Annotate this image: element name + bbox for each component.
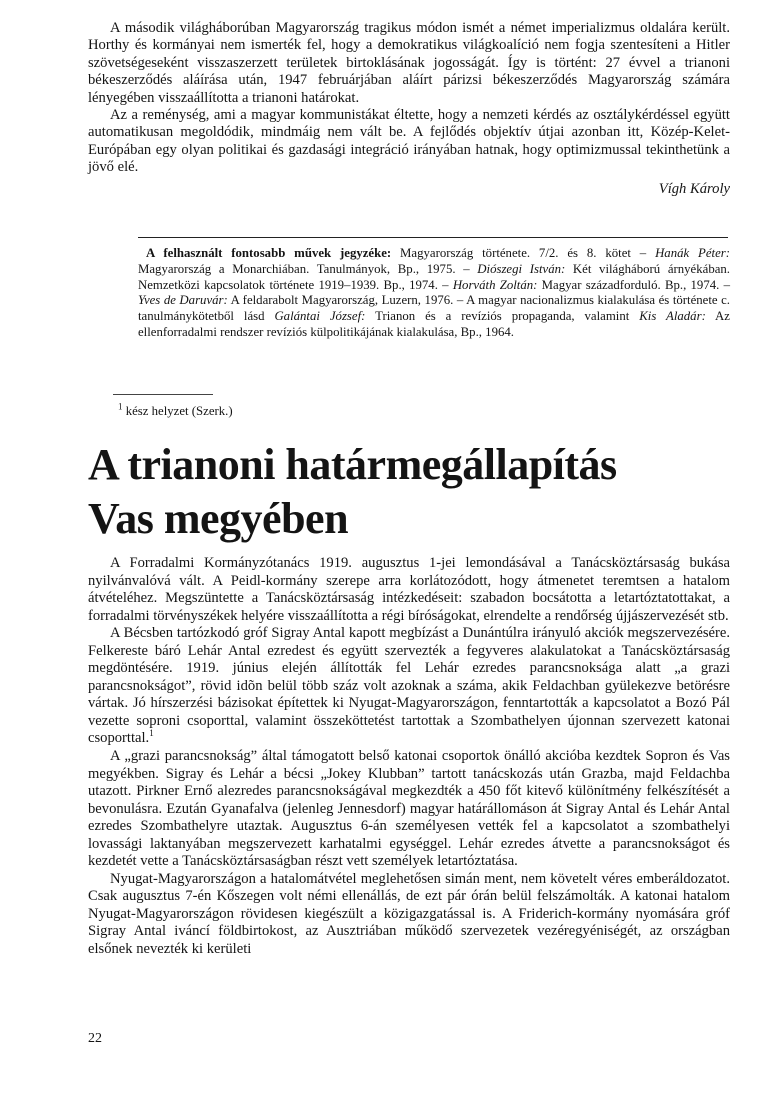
footnote-reference: 1	[149, 728, 154, 739]
article-body	[88, 555, 730, 959]
paragraph: A „grazi parancsnokság” által támogatott belső katonai csoportok önálló akcióba kezdtek Sopron és Vas megyékben. Sigray és Lehár a bécsi „Jokey Klubban” tartott tanácskozás után Grazba, majd Feldachba utazott. Pirkner Ernő alezredes parancsnokságával megkezdték a 450 főt kitevő különítmény felkészítését a bevonulásra. Ezután Gyanafalva (jelenleg Jennesdorf) magyar határállomáson át Sigray Antal és Lehár Antal ezredes Szombathelyre utaztak. Augusztus 6-án személyesen vették fel a kapcsolatot a szombathelyi lovassági laktanyában megszervezett karhatalmi egységgel. Lehár ezredes átvette a parancsnokságot és kezdetét vette a Tanácsköztársaságban részt vett személyek letartóztatása.	[88, 748, 730, 870]
footnote-divider	[113, 394, 213, 395]
bibliography-author: Kis Aladár:	[639, 309, 706, 324]
bibliography	[138, 246, 730, 341]
paragraph	[88, 625, 730, 748]
article-title-line: A trianoni határmegállapítás	[88, 440, 617, 489]
section-divider	[138, 237, 728, 238]
bibliography-heading: A felhasznált fontosabb művek jegyzéke:	[146, 246, 392, 260]
bibliography-text: Az ellenforradalmi rendszer revíziós külpolitikájának kialakulása, Bp., 1964.	[138, 309, 730, 339]
paragraph-text: A Bécsben tartózkodó gróf Sigray Antal kapott megbízást a Dunántúlra irányuló akciók megszervezésére. Felkereste báró Lehár Antal ezredest és együtt szervezték a fegyveres alakulatokat a Tanácsköztársaság megdöntésére. 1919. június elején állították fel Lehár ezredes parancsnoksága alatt „a grazi parancsnokságot”, rövid idõn belül több száz volt azoknak a száma, akik Feldachban gyülekezve betörésre vártak. Jó hírszerzési bázisokat építettek ki Nyugat-Magyarországon, fenntartották a kapcsolatot a Bozó Pál vezette soproni csoporttal, valamint összeköttetést tartottak a Szombathelyen újonnan szervezett katonai csoporttal.	[88, 625, 730, 747]
paragraph: A második világháborúban Magyarország tragikus módon ismét a német imperializmus oldalára került. Horthy és kormányai nem ismerték fel, hogy a demokratikus világkoalíció nem fogja szentesíteni a Hitler szövetségeseként visszaszerzett területek birtoklásának jogosságát. Így is történt: 27 évvel a trianoni békeszerződés aláírása után, 1947 februárjában aláírt párizsi békeszerződés Magyarország számára lényegében visszaállította a trianoni határokat.	[88, 20, 730, 106]
preceding-article-text	[88, 20, 730, 198]
paragraph: A Forradalmi Kormányzótanács 1919. augusztus 1-jei lemondásával a Tanácsköztársaság bukása nyilvánvalóvá vált. A Peidl-kormány szerepe arra korlátozódott, hogy átmenetet teremtsen a hatalom átvételéhez. Megszüntette a Tanácsköztársaság intézkedéseit: szabadon bocsátotta a letartóztatottakat, a forradalmi törvényszékek helyére visszaállította a régi bíróságokat, elrendelte a rendőrség újjászervezését stb.	[88, 555, 730, 624]
footnote-marker: 1	[118, 401, 123, 412]
paragraph: Az a reménység, ami a magyar kommunistákat éltette, hogy a nemzeti kérdés az osztálykérdéssel együtt automatikusan megoldódik, mindmáig nem vált be. A fejlődés objektív útjai azonban itt, Közép-Kelet-Európában egy olyan politikai és gazdasági integráció irányában hatnak, hogy optimizmussal tekinthetünk a jövő elé.	[88, 107, 730, 176]
bibliography-text: Trianon és a revíziós propaganda, valamint	[365, 309, 640, 324]
bibliography-text: A feldarabolt Magyarország, Luzern, 1976. – A magyar nacionalizmus kialakulása és története c. tanulmánykötetből lásd	[138, 293, 730, 324]
article-title	[88, 438, 728, 546]
bibliography-author: Galántai József:	[274, 309, 366, 324]
bibliography-author: Diószegi István:	[477, 261, 566, 276]
footnote-text: kész helyzet (Szerk.)	[122, 404, 233, 418]
paragraph: Nyugat-Magyarországon a hatalomátvétel meglehetősen simán ment, nem követelt véres emberáldozatot. Csak augusztus 7-én Kőszegen volt némi ellenállás, de ezt pár órán belül felszámolták. A katonai hatalom Nyugat-Magyarországon rövidesen kiegészült a közigazgatással is. A Friderich-kormány nyomására gróf Sigray Antal iváncí földbirtokost, az Ausztriában működő szervezetek vezéregyéniségét, az országban elsőnek nevezték ki kerületi	[88, 870, 730, 958]
bibliography-author: Yves de Daruvár:	[138, 293, 228, 308]
bibliography-text: Magyar századforduló. Bp., 1974. –	[537, 277, 730, 292]
bibliography-text: Magyarország a Monarchiában. Tanulmányok, Bp., 1975. –	[138, 261, 478, 276]
page-number: 22	[88, 1031, 102, 1046]
bibliography-text: Magyarország története. 7/2. és 8. kötet –	[391, 246, 656, 260]
bibliography-author: Hanák Péter:	[655, 246, 731, 260]
author-signature: Vígh Károly	[658, 180, 730, 197]
footnote	[118, 401, 233, 419]
bibliography-author: Horváth Zoltán:	[452, 277, 538, 292]
article-title-line: Vas megyében	[88, 494, 349, 543]
bibliography-text: Két világháború árnyékában. Nemzetközi kapcsolatok története 1919–1939. Bp., 1974. –	[138, 261, 730, 292]
